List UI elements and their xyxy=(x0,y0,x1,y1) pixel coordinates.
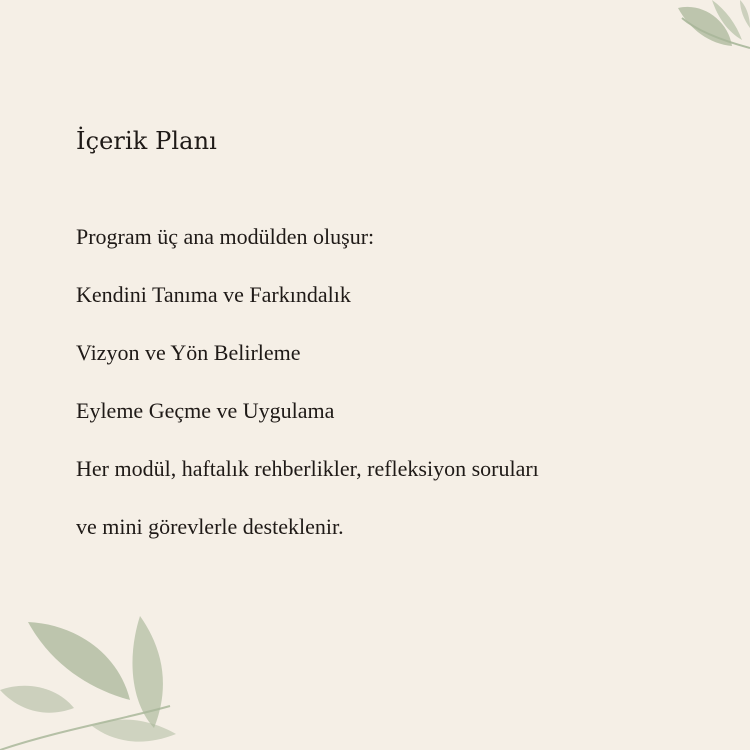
content-body xyxy=(76,220,736,568)
summary-line-2: ve mini görevlerle desteklenir. xyxy=(76,514,344,539)
module-line-1: Kendini Tanıma ve Farkındalık xyxy=(76,282,351,307)
intro-line: Program üç ana modülden oluşur: xyxy=(76,224,375,249)
module-line-2: Vizyon ve Yön Belirleme xyxy=(76,340,301,365)
module-line-3: Eyleme Geçme ve Uygulama xyxy=(76,398,335,423)
leaf-branch-icon xyxy=(0,610,190,750)
summary-line-1: Her modül, haftalık rehberlikler, refleksiyon soruları xyxy=(76,456,539,481)
page-title: İçerik Planı xyxy=(76,127,217,155)
leaf-branch-icon xyxy=(600,0,750,120)
